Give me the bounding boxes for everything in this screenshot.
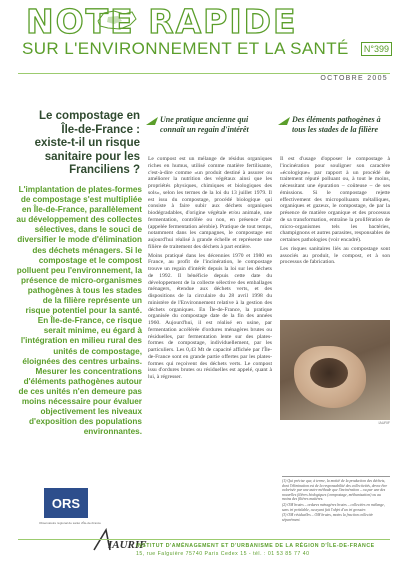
footnotes [282, 476, 390, 522]
ile-de-france-map-icon [90, 7, 140, 33]
column-practice [148, 156, 272, 381]
date-rule [18, 73, 390, 83]
masthead [18, 2, 392, 65]
pen-nib-icon [278, 117, 290, 125]
footnote: (3) OM résiduelles – OM brutes, moins la fraction collectée séparément. [282, 513, 374, 522]
compost-photo [280, 320, 390, 420]
paragraph: Moins pratiqué dans les décennies 1970 et 1980 en France, au profit de l'incinération, le compostage trouve un regain d'intérêt depuis la loi sur les déchets de 1992. Il bénéficie depuis cette date du développement de la collecte sélective des emballages ménagers, étendue aux déchets verts, et des dispositions de la circulaire du 28 avril 1998 du ministère de l'Environnement relative à la gestion des déchets organiques. En Île-de-France, la pratique organisée du compostage date de la fin des années 1960. Aujourd'hui, il est réalisé en usine, par fermentation accélérée d'ordures ménagères brutes ou résiduelles, par fermentation lente sur des plates-formes de compostage, individuellement, par les particuliers. Les 0,43 Mt de capacité affichée par l'Île-de-France sont en grande partie offertes par les plates-formes qui reçoivent des déchets verts. Le compost issu d'ordures brutes ou résiduelles est appelé, quant à lui, à régresser. [148, 252, 272, 380]
paragraph: Le compost est un mélange de résidus organiques riches en humus, utilisé comme matière fertilisante, c'est-à-dire comme «un produit destiné à assurer ou améliorer la nutrition des végétaux ainsi que les propriétés physiques, chimiques et biologiques des sols», selon les termes de la loi du 13 juillet 1979. Il est issu du compostage, procédé biologique qui consiste à faire subir aux déchets organiques biodégradables, d'origine végétale et/ou animale, une fermentation, contrôlée ou non, en présence d'air (appelée fermentation aérobie). Pratique de tout temps, notamment dans les campagnes, le compostage est aujourd'hui réalisé à grande échelle et représente une filière de traitement des déchets à part entière. [148, 156, 272, 250]
masthead-title: NOTE RAPIDE [26, 2, 298, 41]
photo-credit: IAURIF [378, 421, 390, 425]
section-heading-pathogens [292, 115, 392, 134]
column-pathogens [280, 156, 390, 266]
paragraph: Il est d'usage d'opposer le compostage à l'incinération pour souligner son caractère «écologique» par rapport à un procédé de traitement réputé polluant ou, à tout le moins, nécessitant une épuration – coûteuse – de ses émissions. Si le compostage rejette effectivement des micropolluants métalliques, organiques et gazeux, le compostage, de par la présence de matière organique et des processus de sa transformation, entraîne la prolifération de micro-organismes tels les bactéries, champignons et autres parasites, responsables de certaines pathologies (voir encadré). [280, 156, 390, 243]
article-title: Le compostage en Île-de-France : existe-t-il un risque sanitaire pour les Franciliens ? [34, 110, 140, 176]
iaurif-logo-text: IAURIF [108, 539, 147, 551]
issue-number: N°399 [361, 42, 392, 56]
section-heading-practice [160, 115, 270, 134]
section-heading-text: Une pratique ancienne qui connaît un regain d'intérêt [160, 115, 249, 134]
footer [18, 539, 390, 563]
footnote: (1) Qui précise que, à terme, la moitié de la production des déchets, dont l'élimination est de la responsabilité des collectivités, devra être valorisée par une autre méthode que l'incinération – ou par une des nouvelles filières biologiques (compostage, méthanisation) ou au moins des filières matières. [282, 479, 388, 502]
masthead-subtitle: SUR L'ENVIRONNEMENT ET LA SANTÉ [22, 39, 349, 58]
paragraph: Les risques sanitaires liés au compostage sont associés au produit, le compost, et à son processus de fabrication. [280, 245, 390, 266]
article-intro: L'implantation de plates-formes de compostage s'est multipliée en Île-de-France, parallèlement au développement des collectes sélectives, dans le souci de diversifier le mode d'élimination des déchets ménagers. Si le compostage et le compost polluent peu l'environnement, la présence de micro-organismes pathogènes à tous les stades de la filière représente un risque potentiel pour la santé. En Île-de-France, ce risque serait minime, eu égard à l'intégration en milieu rural des unités de compostage, éloignées des centres urbains. Mesurer les concentrations d'éléments pathogènes autour de ces unités n'en demeure pas moins nécessaire pour évaluer objectivement les niveaux d'exposition des populations environnantes. [16, 185, 142, 437]
publication-date: OCTOBRE 2005 [320, 75, 388, 82]
compost-shape [310, 358, 348, 388]
ors-logo [44, 488, 88, 518]
footer-address: 15, rue Falguière 75740 Paris Cedex 15 - tél. : 01 53 85 77 40 [136, 551, 310, 557]
footnote: (2) OM brutes – ordures ménagères brutes – collectées en mélange, sans tri préalable, ou ayant fait l'objet d'un tri grossier. [282, 502, 385, 512]
section-heading-text: Des éléments pathogènes à tous les stades de la filière [292, 115, 381, 134]
ors-caption: Observatoire régional de santé d'Île-de-France [39, 521, 101, 525]
ors-logo-text: ORS [51, 496, 81, 511]
footer-institution: INSTITUT D'AMÉNAGEMENT ET D'URBANISME DE LA RÉGION D'ÎLE-DE-FRANCE [136, 543, 375, 549]
pen-nib-icon [146, 117, 158, 125]
